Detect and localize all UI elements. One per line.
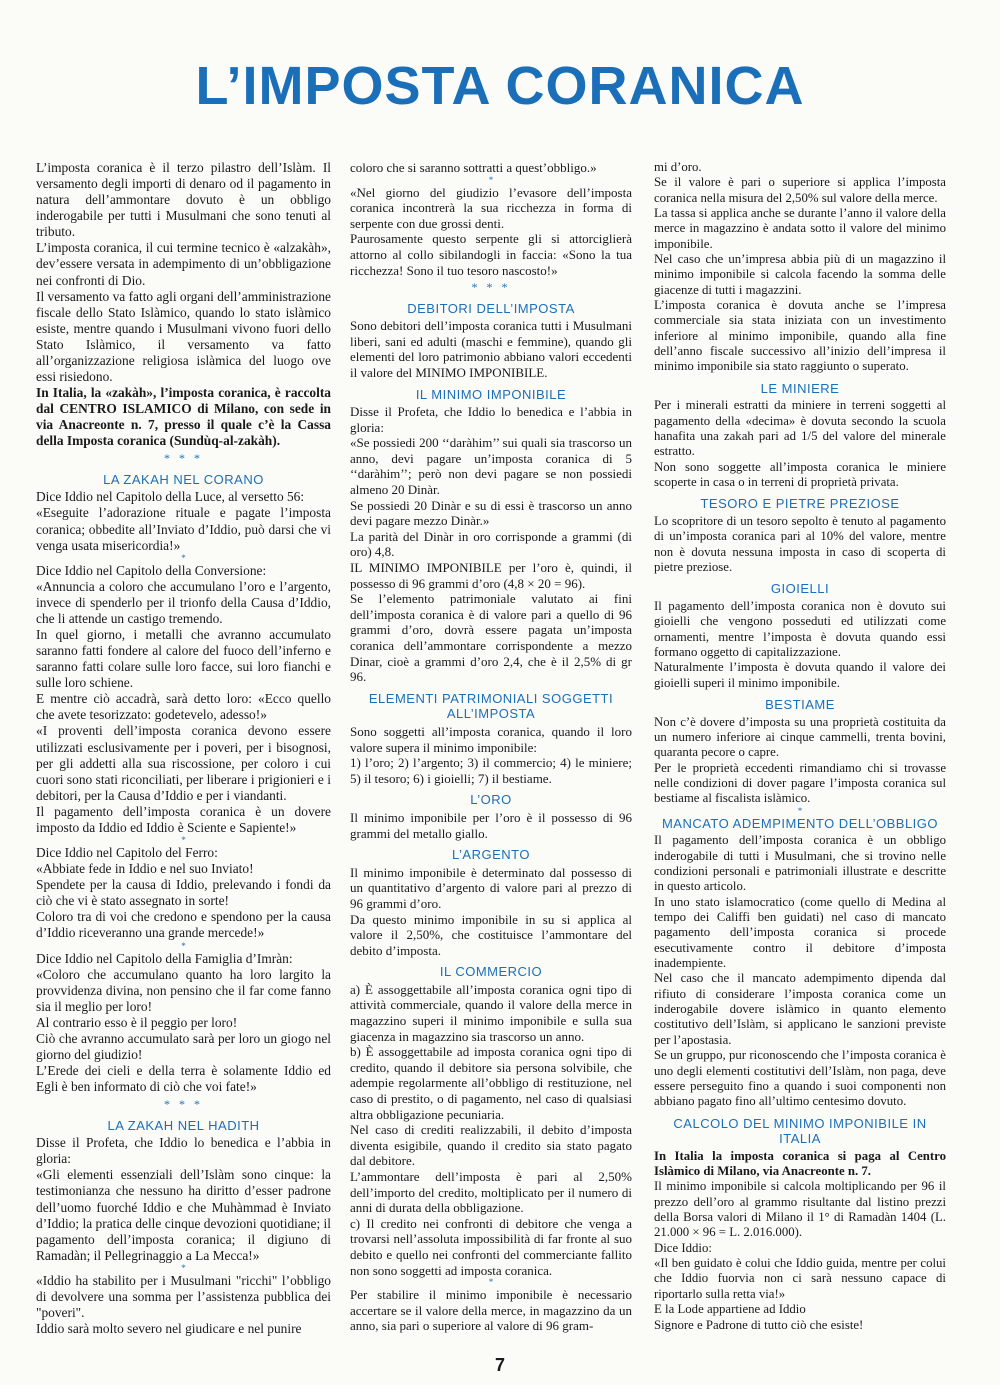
paragraph: L’Erede dei cieli e della terra è solamente Iddio ed Egli è ben informato di ciò che voi fate!»	[36, 1063, 331, 1095]
paragraph: L’imposta coranica è il terzo pilastro dell’Islàm. Il versamento degli importi di denaro od il pagamento in natura dell’ammontare dovuto è un obbligo inderogabile per tutti i Musulmani che sono tenuti al tributo.	[36, 160, 331, 240]
paragraph: Dice Iddio nel Capitolo della Conversione:	[36, 562, 267, 578]
calcolo-bold-note: In Italia la imposta coranica si paga al Centro Islàmico di Milano, via Anacreonte n. 7.	[654, 1148, 946, 1179]
commercio-end-text	[350, 1287, 632, 1334]
paragraph: «Iddio ha stabilito per i Musulmani "ricchi" l’obbligo di devolvere una somma per l’assistenza pubblica dei "poveri".	[36, 1272, 331, 1320]
paragraph: «Il ben guidato è colui che Iddio guida, mentre per colui che Iddio fuorvia non ci sarà nessuno capace di riportarlo sulla retta via!»	[654, 1256, 946, 1301]
paragraph: Sono soggetti all’imposta coranica, quando il loro valore supera il minimo imponibile:	[350, 723, 632, 755]
paragraph: E mentre ciò accadrà, sarà detto loro: «Ecco quello che avete tesorizzato: godetevelo, adesso!»	[36, 691, 331, 723]
paragraph: In uno stato islamocratico (come quello di Medina al tempo dei Califfi ben guidati) nel caso di mancato pagamento dell’imposta coranica si procede esecutivamente contro il debitore d’imposta inadempiente.	[654, 894, 946, 971]
paragraph: Il minimo imponibile si calcola moltiplicando per 96 il prezzo dell’oro al grammo risultante dal listino prezzi della Borsa valori di Milano il 1° di Ramadàn 1404 (L. 21.000 × 96 = L. 2.016.000).	[654, 1179, 946, 1240]
hadith-serpent	[350, 185, 632, 279]
paragraph: b) È assoggettabile ad imposta coranica ogni tipo di credito, quando il debitore sia persona solvibile, che adempie regolarmente all’obbligo di restituzione, nel caso di prestito, o di pagamento, nel caso di qualsiasi altra obbligazione pecuniaria.	[350, 1044, 632, 1122]
paragraph: Nel caso che il mancato adempimento dipenda dal rifiuto di considerare l’imposta coranica come un inderogabile dovere islàmico in quanto elemento costitutivo dell’Islàm, si applicano le sanzioni previste per l’apostasia.	[654, 971, 946, 1047]
heading-elementi-patrimoniali: ELEMENTI PATRIMONIALI SOGGETTI ALL’IMPOSTA	[368, 690, 614, 722]
paragraph: Dice Iddio nel Capitolo del Ferro:	[36, 845, 218, 861]
column-1	[36, 160, 331, 1337]
paragraph: Non c’è dovere d’imposta su una proprietà costituita da un numero inferiore ai cinque cammelli, trenta bovini, quaranta pecore o capre.	[654, 714, 946, 760]
paragraph: Se un gruppo, pur riconoscendo che l’imposta coranica è uno degli elementi costitutivi dell’Islàm, non paga, deve essere perseguito fino a quando i suoi componenti non abbiano pagato fino all’ultimo centesimo dovuto.	[654, 1048, 946, 1109]
asterisk-divider: *	[488, 174, 494, 185]
minimo-text	[350, 404, 632, 685]
paragraph: L’imposta coranica, il cui termine tecnico è «alzakàh», dev’essere versata in adempimento di un’obbligazione nei confronti di Dio.	[36, 240, 331, 288]
heading-commercio: IL COMMERCIO	[439, 964, 543, 980]
oro-text	[350, 810, 632, 841]
hadith-rich-poor	[36, 1273, 331, 1337]
paragraph: In quel giorno, i metalli che avranno accumulato saranno fatti fondere al calore del fuoco dell’inferno e saranno fatti colare sulle loro facce, sui loro fianchi e sulle loro schiene.	[36, 627, 331, 691]
paragraph: Il pagamento dell’imposta coranica è un obbligo inderogabile di tutti i Musulmani, che si trovino nelle condizioni personali e patrimoniali illustrate e descritte in questo articolo.	[654, 833, 946, 894]
debitori-text	[350, 318, 632, 380]
asterisk-divider: *	[181, 940, 186, 951]
elementi-text	[350, 724, 632, 786]
paragraph: Per stabilire il minimo imponibile è necessario accertare se il valore della merce, in magazzino da un anno, sia pari o superiore al valore di 96 gram-	[350, 1287, 632, 1334]
hadith-essentials	[36, 1135, 331, 1264]
column-2	[350, 160, 632, 1334]
paragraph: Per le proprietà eccedenti rimandiamo chi si trovasse nelle condizioni di dover pagare l’imposta coranica sul bestiame al fiscalista islàmico.	[654, 760, 946, 806]
paragraph: Il versamento va fatto agli organi dell’amministrazione fiscale dello Stato Islàmico, quando lo stato islàmico esiste, mentre quando i Musulmani vivono fuori dello Stato Islàmico, il versamento va fatto all’organizzazione religiosa islàmica del luogo ove essi risiedono.	[36, 288, 331, 385]
paragraph: Coloro tra di voi che credono e spendono per la causa d’Iddio riceveranno una grande mercede!»	[36, 909, 331, 941]
mancato-text	[654, 833, 946, 1109]
corano-verse-imran	[36, 951, 331, 1096]
paragraph: «Coloro che accumulano quanto ha loro largito la provvidenza divina, non pensino che il far come fanno sia il meglio per loro!	[36, 966, 331, 1014]
paragraph: Dice Iddio nel Capitolo della Luce, al versetto 56:	[36, 489, 305, 505]
paragraph: Sono debitori dell’imposta coranica tutti i Musulmani liberi, sani ed adulti (maschi e femmine), quando gli elementi del loro patrimonio abbiano valori eccedenti il valore del MINIMO IMPONIBILE.	[350, 318, 632, 380]
calcolo-text	[654, 1179, 946, 1332]
asterisk-divider: *	[181, 552, 186, 563]
paragraph: Non sono soggette all’imposta coranica le miniere scoperte in casa o in terreni di proprietà privata.	[654, 459, 946, 490]
paragraph: Paurosamente questo serpente gli si attorciglierà attorno al collo sibilandogli in faccia: «Sono la tua ricchezza! Sono il tuo tesoro nascosto!»	[350, 231, 632, 278]
page-title: L’IMPOSTA CORANICA	[195, 56, 805, 116]
paragraph: Nel caso che un’impresa abbia più di un magazzino il minimo imponibile si calcola facendo la somma delle giacenze di tutti i magazzini.	[654, 252, 946, 297]
paragraph: Disse il Profeta, che Iddio lo benedica e l’abbia in gloria:	[36, 1135, 331, 1167]
miniere-text	[654, 398, 946, 490]
paragraph: Ciò che avranno accumulato sarà per loro un giogo nel giorno del giudizio!	[36, 1030, 331, 1062]
paragraph: Al contrario esso è il peggio per loro!	[36, 1014, 238, 1030]
paragraph: mi d’oro.	[654, 160, 702, 174]
corano-verse-conversion	[36, 563, 331, 836]
paragraph: «Nel giorno del giudizio l’evasore dell’imposta coranica incontrerà la sua ricchezza in forma di serpente con due grossi denti.	[350, 184, 632, 231]
paragraph: Dice Iddio nel Capitolo della Famiglia d’Imràn:	[36, 950, 293, 966]
paragraph: «Eseguite l’adorazione rituale e pagate l’imposta coranica; obbedite all’Inviato d’Iddio, può darsi che vi venga usata misericordia!»	[36, 505, 331, 553]
paragraph: La parità del Dinàr in oro corrisponde a grammi (di oro) 4,8.	[350, 528, 632, 560]
paragraph: Se il valore è pari o superiore si applica l’imposta coranica nella misura del 2,50% sul valore della merce.	[654, 175, 946, 205]
heading-bestiame: BESTIAME	[765, 697, 835, 713]
commercio-continuation	[654, 160, 946, 375]
asterisk-divider: *	[181, 1262, 186, 1273]
tesoro-text	[654, 514, 946, 575]
paragraph: Da questo minimo imponibile in su si applica al valore il 2,50%, che costituisce l’ammontare del debito d’imposta.	[350, 911, 632, 958]
heading-oro: L’ORO	[470, 792, 512, 808]
paragraph: «I proventi dell’imposta coranica devono essere utilizzati esclusivamente per i poveri, per i bisognosi, per gli addetti alla sua riscossione, per coloro i cui cuori sono stati riconciliati, per liberare i prigionieri e i debitori, per la Causa d’Iddio e per i viandanti.	[36, 723, 331, 803]
heading-zakah-corano: LA ZAKAH NEL CORANO	[103, 471, 264, 487]
asterisk-divider: *	[181, 835, 186, 846]
commercio-text	[350, 982, 632, 1278]
paragraph: «Annuncia a coloro che accumulano l’oro e l’argento, invece di spenderlo per il trionfo della Causa d’Iddio, che li attende un castigo tremendo.	[36, 578, 331, 626]
argento-text	[350, 865, 632, 959]
paragraph: 1) l’oro; 2) l’argento; 3) il commercio; 4) le miniere; 5) il tesoro; 6) i gioielli; 7) il bestiame.	[350, 755, 632, 786]
paragraph: Iddio sarà molto severo nel giudicare e nel punire	[36, 1321, 302, 1337]
heading-argento: L’ARGENTO	[452, 847, 530, 863]
paragraph: L’imposta coranica è dovuta anche se l’impresa commerciale sia stata iniziata con un investimento inferiore al minimo imponibile, quando alla fine dell’anno fiscale successivo all’inizio dell’impresa il minimo imponibile sia stato raggiunto o superato.	[654, 298, 946, 374]
paragraph: L’ammontare dell’imposta è pari al 2,50% dell’importo del credito, moltiplicato per il numero di anni di durata della obbligazione.	[350, 1169, 632, 1216]
intro-bold-note: In Italia, la «zakàh», l’imposta coranica, è raccolta dal CENTRO ISLAMICO di Milano, con sede in via Anacreonte n. 7, presso il quale c’è la Cassa della Imposta coranica (Sundùq-al-zakàh).	[36, 385, 331, 449]
paragraph: Lo scopritore di un tesoro sepolto è tenuto al pagamento di un’imposta coranica pari al 10% del valore, mentre non è dovuta nessuna imposta in caso di scoperta di pietre preziose.	[654, 514, 946, 575]
paragraph: Signore e Padrone di tutto ciò che esiste!	[654, 1317, 864, 1332]
paragraph: Il pagamento dell’imposta coranica non è dovuto sui gioielli che vengono posseduti ed utilizzati come ornamenti, mentre l’imposta è dovuta quando essi formano oggetto di capitalizzazione.	[654, 599, 946, 660]
asterisk-divider: *	[797, 805, 803, 816]
page-number: 7	[494, 1355, 505, 1375]
intro-section	[36, 160, 331, 385]
paragraph: Disse il Profeta, che Iddio lo benedica e l’abbia in gloria:	[350, 404, 632, 435]
heading-debitori: DEBITORI DELL’IMPOSTA	[407, 300, 575, 316]
paragraph: «Abbiate fede in Iddio e nel suo Inviato!	[36, 861, 254, 877]
heading-miniere: LE MINIERE	[760, 380, 840, 396]
section-separator: * * *	[471, 280, 511, 295]
column-3	[654, 160, 946, 1333]
paragraph: c) Il credito nei confronti di debitore che venga a trovarsi nell’assoluta impossibilità di far fronte al suo debito e quello nei confronti del commerciante fallito non sono soggetti ad imposta coranica.	[350, 1215, 632, 1278]
paragraph: Per i minerali estratti da miniere in terreni soggetti al pagamento della «decima» è dovuta secondo la scuola hanafita una zakah pari ad 1/5 del valore del minerale estratto.	[654, 398, 946, 459]
paragraph: Spendete per la causa di Iddio, prelevando i fondi da ciò che vi è stato assegnato in sorte!	[36, 877, 331, 909]
heading-tesoro: TESORO E PIETRE PREZIOSE	[700, 496, 900, 512]
paragraph: Nel caso di crediti realizzabili, il debito d’imposta diventa esigibile, quando il credito sia stato pagato dal debitore.	[350, 1122, 632, 1169]
corano-verse-iron	[36, 845, 331, 941]
paragraph: a) È assoggettabile all’imposta coranica ogni tipo di attività commerciale, quando il valore della merce in magazzino superi il minimo imponibile e sulla sua giacenza in magazzino sia trascorso un anno.	[350, 981, 632, 1044]
corano-verse-light	[36, 489, 331, 553]
gioielli-text	[654, 599, 946, 691]
bestiame-text	[654, 715, 946, 807]
heading-minimo-imponibile: IL MINIMO IMPONIBILE	[415, 386, 567, 402]
paragraph: Dice Iddio:	[654, 1240, 712, 1255]
hadith-continuation	[350, 160, 632, 176]
paragraph: Se l’elemento patrimoniale valutato ai fini dell’imposta coranica è di valore pari a quello di 96 grammi d’oro, dovrà essere pagata un’imposta coranica dell’ammontare corrispondente a mezzo Dinar, cioè a grammi d’oro 2,4, che è il 2,5% di gr 96.	[350, 591, 632, 685]
asterisk-divider: *	[488, 1277, 494, 1288]
heading-calcolo-minimo: CALCOLO DEL MINIMO IMPONIBILE IN ITALIA	[673, 1115, 927, 1147]
paragraph: «Se possiedi 200 ‘‘daràhim’’ sui quali sia trascorso un anno, devi pagare un’imposta coranica di 5 ‘‘daràhim’’; però non devi pagare se non possiedi almeno 20 Dinàr.	[350, 435, 632, 498]
section-separator: * * *	[164, 451, 203, 466]
paragraph: Il minimo imponibile per l’oro è il possesso di 96 grammi del metallo giallo.	[350, 809, 632, 841]
paragraph: IL MINIMO IMPONIBILE per l’oro è, quindi, il possesso di 96 grammi d’oro (4,8 × 20 = 96).	[350, 560, 632, 591]
paragraph: Il pagamento dell’imposta coranica è un dovere imposto da Iddio ed Iddio è Sciente e Sapiente!»	[36, 803, 331, 835]
paragraph: Se possiedi 20 Dinàr e su di essi è trascorso un anno devi pagare mezzo Dinàr.»	[350, 497, 632, 529]
section-separator: * * *	[164, 1097, 203, 1112]
paragraph: E la Lode appartiene ad Iddio	[654, 1302, 806, 1317]
paragraph: Il minimo imponibile è determinato dal possesso di un quantitativo d’argento di valore pari al prezzo di 96 grammi d’oro.	[350, 864, 632, 911]
paragraph: La tassa si applica anche se durante l’anno il valore della merce in magazzino è andata sotto il valore del minimo imponibile.	[654, 206, 946, 251]
heading-zakah-hadith: LA ZAKAH NEL HADITH	[107, 1117, 260, 1133]
paragraph: coloro che si saranno sottratti a quest’obbligo.»	[350, 160, 597, 175]
paragraph: Naturalmente l’imposta è dovuta quando il valore dei gioielli superi il minimo imponibile.	[654, 660, 946, 690]
paragraph: «Gli elementi essenziali dell’Islàm sono cinque: la testimonianza che nessuno ha diritto d’esser padrone dell’uomo fuorché Iddio e che Muhàmmad è Inviato d’Iddio; la pratica delle cinque devozioni quotidiane; il pagamento dell’imposta coranica; il digiuno di Ramadàn; il Pellegrinaggio a La Mecca!»	[36, 1167, 331, 1263]
heading-gioielli: GIOIELLI	[770, 581, 830, 597]
heading-mancato-adempimento: MANCATO ADEMPIMENTO DELL’OBBLIGO	[661, 815, 939, 831]
